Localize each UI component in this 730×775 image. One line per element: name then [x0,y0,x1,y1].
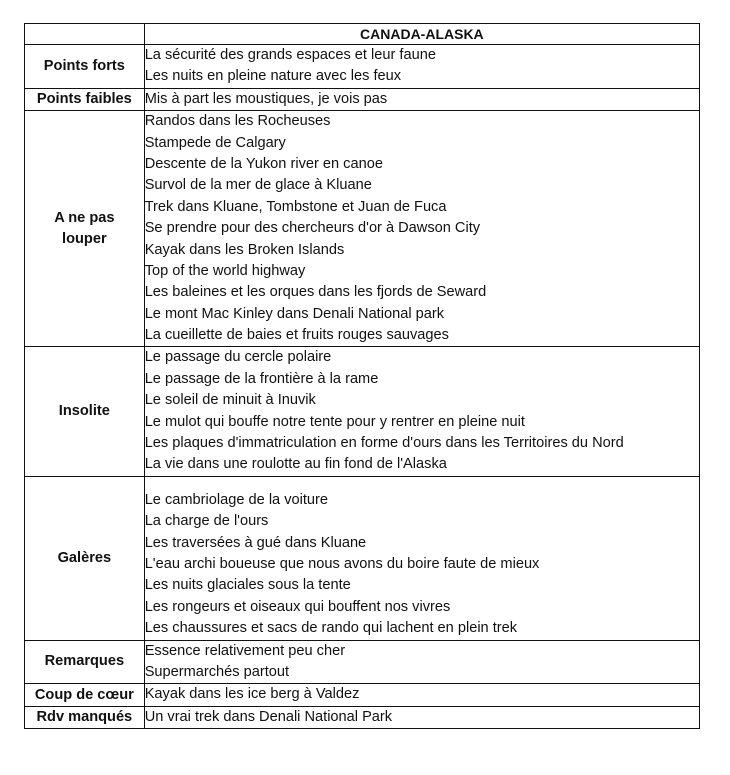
row-category: Coup de cœur [25,684,145,706]
list-item: Les nuits glaciales sous la tente [144,577,351,594]
row-category: Galères [25,476,145,640]
row-items [144,684,699,706]
row-category: A ne pas louper [25,111,145,347]
row-category: Points faibles [25,88,145,110]
list-item: Le soleil de minuit à Inuvik [144,392,316,409]
row-items [144,88,699,110]
row-items [144,45,699,89]
header-row [25,24,700,45]
row-spacer [145,477,699,490]
row-category: Points forts [25,45,145,89]
list-item: La vie dans une roulotte au fin fond de l'Alaska [144,456,447,473]
list-item: Randos dans les Rocheuses [144,113,331,130]
row-items [144,476,699,640]
list-item: Les rongeurs et oiseaux qui bouffent nos vivres [144,598,451,615]
table-row [25,706,700,728]
row-items [144,640,699,684]
list-item: L'eau archi boueuse que nous avons du boire faute de mieux [144,555,540,572]
list-item: Le passage de la frontière à la rame [144,370,379,387]
list-item: Les plaques d'immatriculation en forme d'ours dans les Territoires du Nord [144,435,624,452]
row-category: Insolite [25,347,145,476]
table-row [25,640,700,684]
table-row [25,88,700,110]
list-item: Top of the world highway [144,262,306,279]
table-row [25,45,700,89]
list-item: Stampede de Calgary [144,134,286,151]
trip-summary-table [24,23,700,729]
list-item: Les traversées à gué dans Kluane [144,534,367,551]
list-item: Le mulot qui bouffe notre tente pour y rentrer en pleine nuit [144,413,525,430]
table-row [25,684,700,706]
list-item: Kayak dans les Broken Islands [144,241,345,258]
list-item: Le passage du cercle polaire [144,349,332,366]
list-item: Les baleines et les orques dans les fjords de Seward [144,284,487,301]
row-category: Rdv manqués [25,706,145,728]
list-item: Un vrai trek dans Denali National Park [144,708,393,725]
row-items [144,111,699,347]
list-item: La cueillette de baies et fruits rouges sauvages [144,327,449,344]
list-item: Se prendre pour des chercheurs d'or à Dawson City [144,220,481,237]
list-item: La sécurité des grands espaces et leur faune [144,47,436,63]
corner-cell [25,24,145,45]
row-items [144,347,699,476]
table-title: CANADA-ALASKA [144,24,699,45]
list-item: Mis à part les moustiques, je vois pas [144,90,388,107]
list-item: Survol de la mer de glace à Kluane [144,177,372,194]
list-item: Descente de la Yukon river en canoe [144,155,383,172]
table-row [25,476,700,640]
list-item: Le mont Mac Kinley dans Denali National park [144,305,445,322]
list-item: La charge de l'ours [144,513,269,530]
list-item: Trek dans Kluane, Tombstone et Juan de Fuca [144,198,447,215]
list-item: Les chaussures et sacs de rando qui lachent en plein trek [144,620,518,637]
list-item: Essence relativement peu cher [144,642,346,659]
table-row [25,111,700,347]
list-item: Kayak dans les ice berg à Valdez [144,686,360,703]
list-item: Les nuits en pleine nature avec les feux [144,68,402,85]
list-item: Supermarchés partout [144,663,290,680]
table-row [25,347,700,476]
list-item: Le cambriolage de la voiture [144,491,329,508]
row-items [144,706,699,728]
row-category: Remarques [25,640,145,684]
